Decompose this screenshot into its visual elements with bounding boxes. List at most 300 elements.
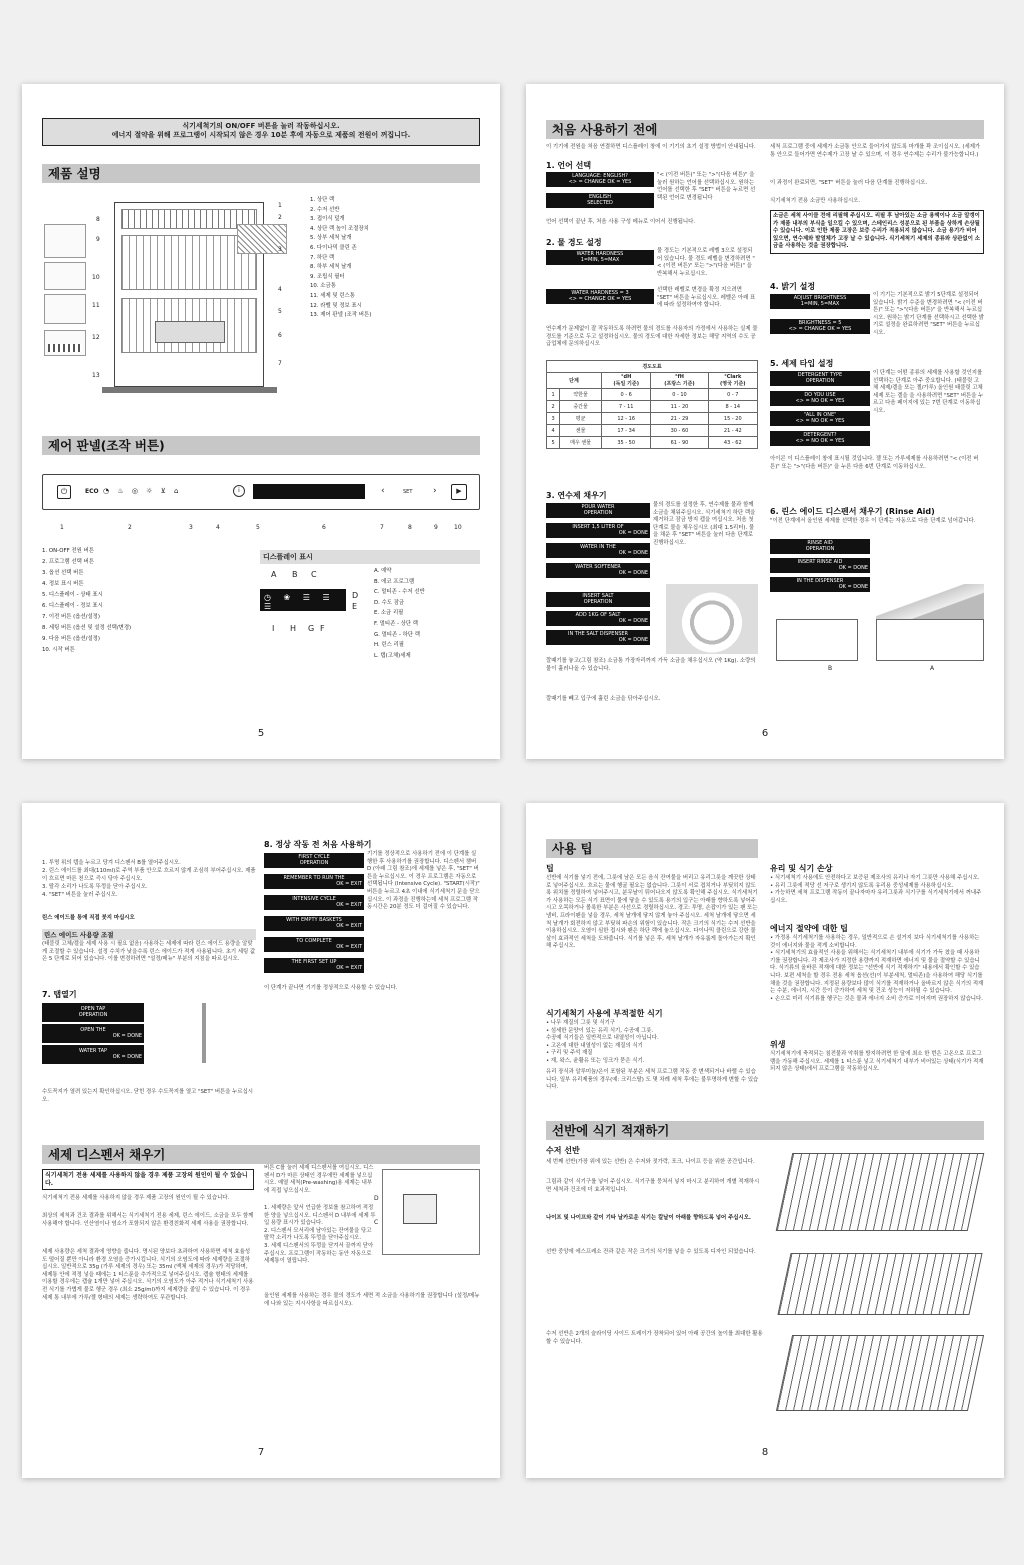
energy-list [770, 935, 984, 1003]
br-display-1 [770, 294, 870, 309]
filter-icon [44, 224, 86, 258]
blk-line: OK = DONE [618, 637, 648, 644]
step6-title: 6. 린스 에이드 디스펜서 채우기 (Rinse Aid) [770, 507, 935, 516]
blk-line: WATER TAP [78, 1048, 108, 1054]
step1-title: 1. 언어 선택 [546, 161, 592, 170]
table-row [547, 413, 758, 425]
blk-line: OK = DONE [618, 530, 648, 537]
part-item: 3. 접이식 덮개 [310, 216, 345, 223]
rating-label-icon [44, 330, 86, 356]
button-item: 6. 디스플레이 - 정보 표시 [42, 603, 103, 609]
blk-line: OK = DONE [112, 1033, 142, 1040]
cell: 15 - 20 [708, 413, 757, 425]
blk-line: RINSE AID [807, 540, 833, 546]
blk-line: <> = NO OK = YES [795, 418, 845, 425]
wh-text-1: 물 경도는 기본적으로 레벨 3으로 설정되어 있습니다. 물 경도 레벨을 변경하려면 "< (이전 버튼)" 또는 ">"(다음 버튼)" 을 반복해서 누르십시오. [657, 248, 755, 277]
cell: 0 - 7 [708, 389, 757, 401]
display-letter: H [290, 624, 297, 633]
cell: 4 [547, 425, 560, 437]
cell: 중간물 [560, 401, 602, 413]
power-note-line1: 식기세척기의 ON/OFF 버튼을 눌러 작동하십시오. [182, 122, 340, 130]
blk-line: WATER HARDNESS [576, 251, 624, 257]
display-item: F. 멀티존 - 상단 랙 [374, 620, 418, 627]
salt-display-2 [546, 523, 650, 538]
table-row [547, 437, 758, 449]
blk-line: OK = EXIT [336, 965, 362, 972]
glass-title: 유리 및 식기 손상 [770, 864, 833, 873]
lang-display-2 [546, 193, 654, 208]
salt-display-3 [546, 543, 650, 558]
detergent-para-3: 세제 사용량은 세척 결과에 영향을 줍니다. 명시된 양보다 초과하여 사용하면 세척 효율성도 떨어질 뿐만 아니라 환경 오염을 증가시킵니다. 식기의 오염도에 따라 세제량을 조절하십시오. 일반적으로 35g (가루 세제의 경우) 또는 35ml (액체 세제의 경우)가 적당하며, 세제통 안에 적정 넣을 때에는 1 티스푼을 추가적으로 넣어주십시오. 캡슐 형태의 세제를 이용할 경우에는 캡슐 1개만 넣어 주십시오. 식기의 오염도가 아주 적거나 식기세척기 사용 전 식기를 가볍게 물로 헹군 경우 (최소 25g/ml)까지 세제량을 줄일 수 있습니다. 이 경우 세제 통 내부에 가루/젤 형태의 세제는 생략하여도 무관합니다. [42, 1249, 254, 1301]
lang-end-text: 언어 선택이 끝난 후, 처음 사용 구성 메뉴로 이어서 진행됩니다. [546, 219, 696, 225]
unsuitable-title: 식기세척기 사용에 부적절한 식기 [546, 1009, 663, 1018]
dispenser-figure-b [776, 619, 858, 661]
blk-line: SELECTED [587, 200, 613, 207]
callout-5: 5 [278, 308, 282, 315]
display-item: H. 린스 리필 [374, 642, 404, 649]
table-header: °Clark (영국 기준) [708, 373, 757, 389]
panel-num: 2 [128, 524, 132, 531]
start-icon: ▶ [451, 484, 467, 500]
tip-title: 팁 [546, 864, 554, 873]
blk-line: OK = EXIT [336, 944, 362, 951]
step-item: 3. 세제 디스펜서의 뚜껑을 닫겨서 끌까지 닫아주십시오. 프로그램이 작동하는 동안 자동으로 세제통이 열립니다. [264, 1242, 374, 1265]
blk-line: <> = CHANGE OK = YES [568, 296, 632, 303]
cell: 17 - 34 [601, 425, 650, 437]
first-display-3 [264, 895, 364, 910]
salt-display-6 [546, 611, 650, 626]
list-item: • 손으로 미리 식기류를 헹구는 것은 물과 에너지 소비 증가로 이어지며 권장하지 않습니다. [770, 995, 983, 1002]
list-item: • 식기세척기의 효율적인 사용을 위해서는 식기세척기 내부에 식기가 가득 찼을 때 사용하기를 권장합니다. 각 제조사가 지정한 용량까지 적재하면 에너지 및 물을 절약할 수 있습니다. 식기류의 올바른 적재에 대한 정보는 "선반에 식기 적재하기" 내용에서 확인할 수 있습니다. 보편 세척을 할 경우 전용 세척 옵션(선)이 부분세척, 멀티존)을 사용하여 해당 식기를 채울 것을 권장합니다. 지정된 용량보다 많이 식기를 적재하거나 올바르지 않은 식기의 적재는 수분, 에너지, 시간 등이 증가하여 세척 및 건조 성능이 저하될 수 있습니다. [770, 950, 984, 995]
part-item: 8. 하부 세척 날개 [310, 264, 352, 271]
salt-text: 물의 경도를 설정한 후, 연수제를 물과 함께 소금을 채워주십시오. 식기세척기 하단 랙을 제거하고 잠금 방지 캡을 여십시오. 처음 첫 단계로 물을 채우십시오 (최대 1.5리터). 물을 채운 후 "SET" 버튼을 눌러 다음 단계로 진행하십시오. [653, 502, 756, 546]
page-8 [526, 803, 1004, 1478]
display-item: B. 에코 프로그램 [374, 578, 415, 585]
tap-display-1 [42, 1003, 144, 1022]
blk-line: OK = DONE [112, 1054, 142, 1061]
tap-end-text: 수도꼭지가 열려 있는지 확인하십시오. 닫힌 경우 수도꼭지를 열고 "SET" 버튼을 누르십시오. [42, 1089, 253, 1103]
list-item: 수공예 식기들은 일반적으로 내열성이 아닙니다. [546, 1035, 659, 1042]
cell: 61 - 90 [651, 437, 708, 449]
figure-label-a: A [930, 665, 935, 672]
tap-display-2 [42, 1024, 144, 1043]
blk-line: OK = EXIT [336, 923, 362, 930]
detergent-right-1: 버튼 C를 눌러 세제 디스펜서를 여십시오. 디스펜서 D가 마른 상태인 경우에만 세제를 넣으십시오. 예열 세척(Pre-washing)용 세제는 내부에 직접 넣으십시오. [264, 1165, 374, 1194]
display-item: C. 멀티존 - 수저 선반 [374, 589, 425, 596]
first-display-5 [264, 937, 364, 952]
power-note-line2: 에너지 절약을 위해 프로그램이 시작되지 않은 경우 10분 후에 자동으로 제품의 전원이 꺼집니다. [111, 131, 411, 139]
button-item: 10. 시작 버튼 [42, 647, 75, 653]
callout-11: 11 [92, 302, 100, 309]
display-letter: C [311, 570, 317, 579]
wh-display-1 [546, 250, 654, 265]
panel-num: 10 [454, 524, 462, 531]
unsuitable-list [546, 1020, 760, 1066]
display-letter: G [308, 624, 315, 633]
blk-line: DETERGENT TYPE [797, 372, 843, 378]
blk-line: INSERT 1,5 LITER OF [572, 524, 624, 530]
part-item: 13. 제어 판넬 (조작 버튼) [310, 312, 372, 319]
blk-line: TO COMPLETE [296, 938, 332, 944]
next-icon: › [433, 486, 437, 496]
display-letter: A [271, 570, 277, 579]
blk-line: 1=MIN, 5=MAX [580, 257, 620, 264]
salt-display-1 [546, 503, 650, 518]
rinse-dosage-text: (태블릿 고체/겔을 세제 사용 시 필요 없음) 사용하는 세제에 따라 린스 에이드 용량을 알맞게 조절할 수 있습니다. 설정 수치가 낮을수록 린스 에이드가 적게 사용됩니다. 초기 세팅 값은 5 단계로 되어 있습니다. 이를 변경하려면 "설정/메뉴" 부분의 지침을 따르십시오. [42, 941, 256, 963]
step-item: 1. 투명 위의 탭을 누르고 당겨 디스펜서 B를 열어주십시오. [42, 860, 181, 866]
figure-label-c: C [374, 1219, 379, 1226]
power-note-box [42, 118, 480, 146]
blk-line: ADD 1KG OF SALT [575, 612, 621, 618]
figure-label-d: D [374, 1195, 379, 1202]
cell: 2 [547, 401, 560, 413]
cell: 평균 [560, 413, 602, 425]
callout-3: 3 [278, 246, 282, 253]
part-item: 5. 상부 세척 날개 [310, 235, 352, 242]
page-number: 5 [257, 728, 265, 739]
panel-num: 9 [434, 524, 438, 531]
blk-line: OPERATION [583, 599, 613, 606]
hygiene-title: 위생 [770, 1040, 786, 1049]
step-item: 4. "SET" 버튼을 눌러 주십시오. [42, 892, 118, 898]
list-item: • 나무 재질의 그릇 및 식기구 [546, 1020, 616, 1026]
display-item: E. 소금 리필 [374, 610, 404, 617]
cutlery-bold: 나이프 및 나이프와 같이 기타 날카로운 식기는 칼날이 아래를 향하도록 넣어 주십시오. [546, 1215, 751, 1221]
callout-12: 12 [92, 334, 100, 341]
blk-line: OPEN THE [80, 1027, 106, 1033]
rinse-dosage-title: 린스 에이드 사용량 조절 [42, 929, 256, 940]
tap-display-3 [42, 1045, 144, 1064]
list-item: • 재, 왁스, 윤활유 또는 잉크가 묻은 식기. [546, 1057, 645, 1064]
cutlery-rack-figure-3 [776, 1327, 984, 1419]
callout-2: 2 [278, 214, 282, 221]
cell: 12 - 16 [601, 413, 650, 425]
section-usage-tips: 사용 팁 [546, 839, 758, 858]
first-use-end: 이 단계가 끝나면 기기를 정상적으로 사용할 수 있습니다. [264, 985, 398, 991]
first-use-text: 기기를 정상적으로 사용하기 전에 이 단계를 실행한 후 사용하기를 권장합니다. 디스펜서 챔버 D (아래 그림 참조)에 세제를 넣은 후, "SET" 버튼을 누르십시오. 이 경우 프로그램은 자동으로 선택됩니다 (Intensive Cycle). "START(시작)" 버튼을 누르고 4초 이내에 식기세척기 문을 닫으십시오. 이 과정을 진행하는데 세척 프로그램 작동시간은 20분 정도 더 걸어질 수 있습니다. [367, 851, 480, 911]
list-item: • 식기세척기 사용에도 안전하다고 보증된 제조사의 유리나 자기 그릇만 사용해 주십시오. [770, 875, 980, 881]
first-display-1 [264, 853, 364, 868]
display-item: D. 수도 잠금 [374, 599, 405, 606]
blk-line: <> = CHANGE OK = YES [788, 326, 852, 333]
wh-display-2 [546, 289, 654, 304]
page-number: 7 [257, 1447, 265, 1458]
blk-line: ADJUST BRIGHTNESS [793, 295, 847, 301]
br-text: 이 기기는 기본적으로 밝기 5단계로 설정되어 있습니다. 밝기 수준을 변경하려면 "< (이전 버튼)" 또는 ">"(다음 버튼)" 을 반복해서 누르십시오. 원하는 밝기 단계를 선택하시고 선택한 밝기로 설정을 완료하려면 "SET" 버튼을 누르십시오. [873, 292, 984, 336]
cell: 1 [547, 389, 560, 401]
cutlery-text-2: 그림과 같이 식기구를 넣어 주십시오. 식기구를 뭉쳐서 넣지 마시고 분리하여 개별 적재하시면 세척과 건조에 더 효과적입니다. [546, 1179, 760, 1193]
part-item: 6. 다이나믹 클린 존 [310, 244, 357, 251]
step-item: 2. 디스펜서 모서리에 남아있는 잔여물을 닦고 딸깍 소리가 나도록 뚜껑을 닫아주십시오. [264, 1227, 372, 1242]
blk-line: 1=MIN, 5=MAX [800, 301, 840, 308]
display-item: L. 탭(고체)세제 [374, 652, 411, 659]
detergent-para-1: 식기세척기 전용 세제를 사용하지 않을 경우 제품 고장의 원인이 될 수 있습니다. [42, 1195, 230, 1201]
ra-display-3 [770, 577, 870, 592]
cutlery-text-1: 세 번째 선반(가장 위에 있는 선반) 은 수저와 젓가락, 포크, 나이프 등을 위한 공간입니다. [546, 1159, 755, 1165]
detergent-para-2: 최상의 세척과 건조 결과를 위해서는 식기세척기 전용 세제, 린스 에이드, 소금을 모두 함께 사용해야 합니다. 인산염이나 염소가 포함되지 않은 환경친화적 세제 사용을 권장합니다. [42, 1213, 254, 1227]
button-list [42, 546, 252, 656]
callout-8: 8 [96, 216, 100, 223]
dt-text: 이 단계는 어떤 종류의 세제를 사용할 것인지를 선택하는 단계로 아주 중요합니다. (태블릿 고체 세제/겔을 또는 젤/가루) 올인원 태블릿 고체 세제 또는 겔을 을 사용하려면 "SET" 버튼을 누르고 다음 페이지에 있는 7번 단계로 이동하십시오. [873, 370, 984, 414]
door-strip [102, 387, 277, 393]
cell: 센물 [560, 425, 602, 437]
section-control-panel: 제어 판넬(조작 버튼) [42, 436, 480, 455]
blk-line: <> = NO OK = YES [795, 398, 845, 405]
status-display-graphic: ◷ ❀ ☰ ☰ ☰ [260, 589, 346, 611]
blk-line: OPERATION [805, 546, 835, 553]
part-item: 9. 조립식 필터 [310, 273, 345, 280]
step6-text: "이전 단계에서 올인원 세제를 선택한 경우 이 단계는 자동으로 다음 단계로 넘어갑니다. [770, 518, 976, 524]
rinse-steps [42, 859, 256, 899]
blk-line: WITH EMPTY BASKETS [286, 917, 342, 923]
detergent-end: 올인원 세제를 사용하는 경우 물의 경도가 세면 적 소금을 사용하기를 권장합니다 (설정/메뉴에 나와 있는 지시사항을 따르십시오). [264, 1293, 480, 1307]
blk-line: IN THE DISPENSER [796, 578, 844, 584]
button-item: 3. 옵션 선택 버튼 [42, 570, 84, 576]
display-letter: E [352, 602, 358, 611]
wh-paragraph: 연수제가 문제없이 잘 작동하도록 하려면 물의 경도를 사용자의 가정에서 사용하는 실제 물 경도를 기준으로 두고 설정하십시오. 물의 경도에 대한 자세한 정보는 해당 지역의 수도 공급업체에 문의하십시오 [546, 326, 758, 348]
wh-text-2: 선택한 레벨로 변경을 확정 지으려면 "SET" 버튼을 누르십시오. 레벨은 아래 표에 따라 설정하여야 합니다. [657, 287, 756, 309]
step5-title: 5. 세제 타입 설정 [770, 359, 834, 368]
blk-line: WATER HARDNESS = 3 [571, 290, 629, 296]
list-item: • 유리 그릇에 적당 선 저구로 생기지 않도록 유리용 중성세제를 사용하십시오. [770, 882, 954, 889]
first-display-2 [264, 874, 364, 889]
callout-9: 9 [96, 236, 100, 243]
page-number: 6 [761, 728, 769, 739]
display-letter: F [320, 624, 325, 633]
blk-line: ENGLISH [589, 194, 611, 200]
callout-4: 4 [278, 286, 282, 293]
blk-line: DETERGENT? [803, 432, 837, 438]
page-6 [526, 84, 1004, 759]
button-item: 4. 정보 표시 버튼 [42, 581, 84, 587]
table-row [547, 389, 758, 401]
blk-line: REMEMBER TO RUN THE [283, 875, 345, 881]
dt-display-4 [770, 431, 870, 446]
cell: 43 - 62 [708, 437, 757, 449]
panel-num: 6 [322, 524, 326, 531]
blk-line: <> = CHANGE OK = YES [568, 179, 632, 186]
control-panel-drawing [42, 474, 480, 510]
cell: 0 - 10 [651, 389, 708, 401]
ra-display-1 [770, 539, 870, 554]
section-loading: 선반에 식기 적재하기 [546, 1121, 984, 1140]
cutlery-title: 수저 선반 [546, 1146, 580, 1155]
water-tap-figure [182, 1003, 232, 1063]
display-items-list [374, 566, 484, 661]
table-row [547, 425, 758, 437]
blk-line: OPEN TAP [80, 1006, 106, 1012]
callout-10: 10 [92, 274, 100, 281]
cell: 매우 센물 [560, 437, 602, 449]
br-display-2 [770, 319, 870, 334]
button-item: 2. 프로그램 선택 버튼 [42, 559, 94, 565]
section-detergent-dispenser: 세제 디스펜서 채우기 [42, 1145, 480, 1164]
callout-6: 6 [278, 332, 282, 339]
part-item: 1. 상단 랙 [310, 197, 335, 203]
table-header: °fH (프랑스 기준) [651, 373, 708, 389]
glass-list [770, 875, 984, 905]
blk-line: FIRST CYCLE [298, 854, 330, 860]
first-display-4 [264, 916, 364, 931]
part-item: 12. 라벨 및 정보 표시 [310, 302, 362, 309]
list-item: • 섬세한 문양이 있는 유리 식기, 수공예 그릇. [546, 1027, 654, 1034]
figure-label-b: B [828, 665, 833, 672]
button-item: 7. 이전 버튼 (옵션/설정) [42, 614, 100, 620]
dt-display-1 [770, 371, 870, 386]
part-item: 7. 하단 랙 [310, 254, 335, 261]
button-item: 1. ON-OFF 전원 버튼 [42, 548, 94, 554]
blk-line: OK = DONE [838, 584, 868, 591]
panel-num: 8 [408, 524, 412, 531]
power-icon: ⏻ [57, 485, 71, 499]
dt-end-text: 아이콘 이 디스플레이 창에 표시될 것입니다. 젤 또는 가루세제를 사용하려면 "< (이전 버튼)" 또는 ">"(다음 버튼)" 을 누른 다음 6번 단계로 이동하십시오. [770, 456, 979, 470]
hygiene-text: 식기세척기에 축적되는 침전물과 악취를 방지하려면 한 달에 최소 한 번은 고온으로 프로그램을 가동해 주십시오. 세제를 1 티스푼 넣고 식기세척기 내부가 비어있는 상태(식기가 적재되지 않은 상태)에서 프로그램을 작동하십시오. [770, 1051, 984, 1073]
blk-line: POUR WATER [581, 504, 615, 510]
detergent-dispenser-figure [382, 1169, 480, 1255]
program-icons: ◔ ♨ ◎ ☼ ⊻ ⌂ [103, 487, 182, 495]
display-letter: I [272, 624, 275, 633]
right-text-2: 이 과정이 완료되면, "SET" 버튼을 눌러 다음 단계를 진행하십시오. [770, 180, 928, 186]
salt-warning-box: 소금은 세척 사이클 전에 리필해 주십시오. 리필 후 남아있는 소금 용액이나 소금 알갱이가 제품 내부의 부식을 일으킬 수 있으며, 스테인리스 성분으로 된 부품을 상하게 손상될 수 있습니다. 이로 인한 제품 고장은 보증 수리가 적용되지 않습니다. 소금 용기가 비어 있으면, 연수제와 발열체가 고장 날 수 있습니다. 식기세척기 세제의 종류와 상관없이 소금을 사용하는 것을 권장합니다. [770, 210, 984, 254]
part-item: 11. 세제 및 린스통 [310, 292, 355, 299]
blk-line: WATER IN THE [580, 544, 616, 550]
cell: 3 [547, 413, 560, 425]
rinse-dispenser-figure [876, 584, 984, 624]
intro-text: 이 기기에 전원을 처음 연결하면 디스플레이 창에 이 기기의 초기 설정 방법이 안내됩니다. [546, 144, 756, 150]
cell: 7 - 11 [601, 401, 650, 413]
hardness-table [546, 360, 758, 449]
salt-funnel-figure [666, 584, 758, 654]
blk-line: INSERT SALT [582, 593, 614, 599]
prev-icon: ‹ [381, 486, 385, 496]
ra-display-2 [770, 558, 870, 573]
blk-line: OPERATION [805, 378, 835, 385]
callout-13: 13 [92, 372, 100, 379]
energy-title: 에너지 절약에 대한 팁 [770, 924, 848, 933]
cell: 21 - 29 [651, 413, 708, 425]
section-product-description: 제품 설명 [42, 164, 480, 183]
blk-line: OK = DONE [618, 550, 648, 557]
display-legend-title: 디스플레이 표시 [260, 550, 480, 564]
button-item: 5. 디스플레이 - 상태 표시 [42, 592, 103, 598]
rinse-warning: 린스 에이드를 통에 직접 붓지 마십시오 [42, 915, 135, 921]
step8-title: 8. 정상 작동 전 처음 사용하기 [264, 840, 372, 849]
dt-display-3 [770, 411, 870, 426]
product-figure [42, 194, 292, 404]
callout-7: 7 [278, 360, 282, 367]
table-row [547, 401, 758, 413]
display-item: A. 예약 [374, 568, 392, 574]
section-before-first-use: 처음 사용하기 전에 [546, 120, 984, 139]
part-item: 4. 상단 랙 높이 조절장치 [310, 225, 369, 232]
blk-line: OK = DONE [618, 618, 648, 625]
blk-line: OK = DONE [618, 570, 648, 577]
list-item: • 고온에 대한 내열성이 없는 재질의 식기 [546, 1042, 643, 1049]
step4-title: 4. 밝기 설정 [770, 282, 816, 291]
step-item: 3. 딸각 소리가 나도록 뚜껑을 닫아 주십시오. [42, 884, 148, 890]
cell: 11 - 20 [651, 401, 708, 413]
list-item: • 구리 및 주석 재질 [546, 1050, 593, 1057]
button-item: 9. 다음 버튼 (옵션/설정) [42, 636, 100, 642]
panel-num: 5 [256, 524, 260, 531]
panel-num: 4 [216, 524, 220, 531]
step7-title: 7. 탭열기 [42, 990, 77, 999]
first-display-6 [264, 958, 364, 973]
blk-line: INSERT RINSE AID [797, 559, 843, 565]
salt-display-5 [546, 592, 650, 607]
detergent-dispenser-icon [44, 294, 86, 324]
blk-line: OK = EXIT [336, 902, 362, 909]
blk-line: <> = NO OK = YES [795, 438, 845, 445]
blk-line: INTENSIVE CYCLE [292, 896, 336, 902]
lang-text: "< (이전 버튼)" 또는 ">"(다음 버튼)" 을 눌러 원하는 언어를 선택하십시오. 원하는 언어를 선택한 후 "SET" 버튼을 누르면 선택된 언어로 변경됩니다 [657, 172, 756, 201]
blk-line: OPERATION [299, 860, 329, 867]
parts-list [310, 196, 480, 321]
blk-line: OPERATION [583, 510, 613, 517]
step-item: 1. 세제량은 앞서 언급한 정보를 참고하여 적정한 양을 넣으십시오. 디스펜서 D 내부에 세제 투입 용량 표시가 있습니다. [264, 1205, 376, 1227]
eco-label: ECO [85, 488, 99, 495]
info-icon: i [233, 485, 245, 497]
panel-num: 3 [189, 524, 193, 531]
cell: 8 - 14 [708, 401, 757, 413]
blk-line: WATER SOFTENER [575, 564, 621, 570]
detergent-steps [264, 1205, 379, 1266]
cutlery-text-4: 수저 선반은 2개의 슬라이딩 사이드 트레이가 장착되어 있어 아래 공간의 높이를 최대한 활용할 수 있습니다. [546, 1331, 763, 1345]
cell: 5 [547, 437, 560, 449]
detergent-warning: 식기세척기 전용 세제를 사용하지 않을 경우 제품 고장의 원인이 될 수 있습니다. [42, 1169, 254, 1190]
page-5 [22, 84, 500, 759]
blk-line: THE FIRST SET UP [291, 959, 337, 965]
cutlery-text-3: 선반 중앙에 에스프레소 잔과 같은 작은 크기의 식기를 넣을 수 있도록 디자인 되었습니다. [546, 1249, 756, 1255]
table-title: 경도도표 [547, 361, 758, 373]
list-item: • 가정용 식기세척기를 사용하는 경우, 일반적으로 손 설거지 보다 식기세척기를 사용하는 것이 에너지와 물을 적게 소비합니다. [770, 935, 980, 949]
salt-display-4 [546, 563, 650, 578]
part-item: 10. 소금통 [310, 283, 336, 290]
blk-line: IN THE SALT DISPENSER [567, 631, 628, 637]
cell: 0 - 6 [601, 389, 650, 401]
page-number: 8 [761, 1447, 769, 1458]
blk-line: LANGUAGE: ENGLISH? [572, 173, 628, 179]
display-letter: B [292, 570, 298, 579]
step2-title: 2. 물 경도 설정 [546, 238, 602, 247]
salt-end-2: 깔때기를 빼고 입구에 흘린 소금을 닦아주십시오. [546, 696, 661, 702]
dt-display-2 [770, 391, 870, 406]
right-text-3: 식기세척기 전용 소금만 사용하십시오. [770, 198, 861, 204]
set-label: SET [403, 489, 413, 495]
salt-display-7 [546, 630, 650, 645]
cell: 21 - 42 [708, 425, 757, 437]
cutlery-rack-figure-2 [776, 1245, 984, 1323]
part-item: 2. 수저 선반 [310, 206, 340, 213]
list-item: • 가능하면 세척 프로그램 작동이 끝나자마자 유리그릇과 식기구를 식기세척기에서 꺼내주십시오. [770, 890, 982, 904]
blk-line: OK = DONE [838, 565, 868, 572]
lang-display-1 [546, 172, 654, 187]
cell: 35 - 50 [601, 437, 650, 449]
blk-line: OPERATION [78, 1012, 108, 1019]
blk-line: BRIGHTNESS = 5 [798, 320, 842, 326]
page-7 [22, 803, 500, 1478]
step-item: 2. 린스 에이드를 최대(110ml)로 주역 부품 안으로 흐르지 않게 조심히 부어주십시오. 제품이 흐르면 마른 천으로 즉시 닦아 주십시오. [42, 868, 256, 882]
panel-num: 7 [380, 524, 384, 531]
blk-line: "ALL IN ONE" [803, 412, 837, 418]
blk-line: OK = EXIT [336, 881, 362, 888]
panel-num: 1 [60, 524, 64, 531]
cell: 30 - 60 [651, 425, 708, 437]
tip-text: 선반에 식기를 넣기 전에, 그릇에 남은 모든 음식 잔여물을 버리고 유리그릇을 깨끗한 상태로 넣어주십시오. 흐르는 물에 헹굴 필요는 없습니다. 그릇이 서로 겹치거나 부딪히지 않도록 위치를 정렬하여 넣어주시고, 분무날이 튀어나오지 않도록 확인해 주십시오. 식기세척기가 사용하는 모든 식기 표면이 물에 닿을 수 있도록 용기의 입구는 아래를 향하도록 넣어주시고 오목하거나 볼록한 부분은 사선으로 정렬하십시오. 경고: 투명, 손잡이가 있는 팬 또는 냄비, 프라이팬을 넣을 경우, 세척 날개에 닿지 않게 놓아 주십시오. 세척 날개에 닿으면 세척 날개가 회전하지 않고 부딪혀 파손의 위험이 있습니다. 작은 크기의 식기는 수저 선반을 이용하십시오. 오염이 심한 접시와 팬은 하단 랙에 놓으십시오. 다이나믹 클린으로 강한 물살이 효과적인 세척을 도와줍니다. 식기를 넣은 후, 세척 날개가 자유롭게 돌아가는지 확인해 주십시오. [546, 875, 758, 950]
right-text-1: 세척 프로그램 중에 세제가 소금통 안으로 들어가지 않도록 마개를 꽉 조이십시오. (세제가 통 안으로 들어가면 연수제가 고장 날 수 있으며, 이 경우 연수제는 수리가 불가능합니다.) [770, 144, 981, 158]
step3-title: 3. 연수제 채우기 [546, 491, 607, 500]
cell: 약한물 [560, 389, 602, 401]
